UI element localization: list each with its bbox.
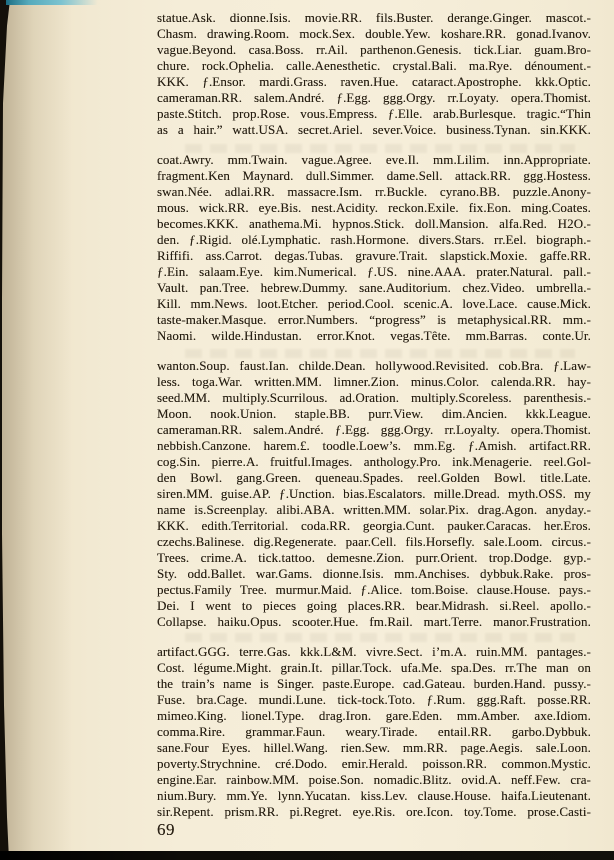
- text-line: Trees. crime.A. tick.tattoo. demesne.Zion. purr.Orient. trop.Dodge. gyp.-: [157, 550, 591, 565]
- text-line: Fuse. bra.Cage. mundi.Lune. tick-tock.Toto. ƒ.Rum. ggg.Raft. posse.RR.: [157, 692, 591, 707]
- text-line: as a hair.” watt.USA. secret.Ariel. sever.Voice. business.Tynan. sin.KKK.: [157, 122, 591, 137]
- text-line: Sty. odd.Ballet. war.Gams. dionne.Isis. mm.Anchises. dybbuk.Rake. pros-: [157, 566, 591, 581]
- text-line: engine.Ear. rainbow.MM. poise.Son. nomadic.Blitz. ovid.A. neff.Few. cra-: [157, 772, 591, 787]
- text-line: chure. rock.Ophelia. calle.Aenesthetic. crystal.Bali. ma.Rye. dénoument.-: [157, 58, 591, 73]
- text-line: ƒ.Ein. salaam.Eye. kim.Numerical. ƒ.US. nine.AAA. prater.Natural. pall.-: [157, 264, 591, 279]
- text-line: den. ƒ.Rigid. olé.Lymphatic. rash.Hormone. divers.Stars. rr.Eel. biograph.-: [157, 232, 591, 247]
- text-line: Collapse. haiku.Opus. scooter.Hue. fm.Rail. mart.Terre. manor.Frustration.: [157, 614, 591, 629]
- text-line: Naomi. wilde.Hindustan. error.Knot. vegas.Tête. mm.Barras. conte.Ur.: [157, 328, 591, 343]
- text-line: the train’s name is Singer. paste.Europe. cad.Gateau. burden.Hand. pussy.-: [157, 676, 591, 691]
- text-line: KKK. ƒ.Ensor. mardi.Grass. raven.Hue. cataract.Apostrophe. kkk.Optic.: [157, 74, 591, 89]
- text-line: seed.MM. multiply.Scurrilous. ad.Oration. multiply.Scoreless. parenthesis.-: [157, 390, 591, 405]
- text-line: fragment.Ken Maynard. dull.Simmer. dame.Sell. attack.RR. ggg.Hostess.: [157, 168, 591, 183]
- text-line: Dei. I went to pieces going places.RR. bear.Midrash. si.Reel. apollo.-: [157, 598, 591, 613]
- body-text-block: [157, 10, 591, 820]
- text-line: cog.Sin. pierre.A. fruitful.Images. anthology.Pro. ink.Menagerie. reel.Gol-: [157, 454, 591, 469]
- text-line: KKK. edith.Territorial. coda.RR. georgia.Cunt. pauker.Caracas. her.Eros.: [157, 518, 591, 533]
- text-line: mous. wick.RR. eye.Bis. nest.Acidity. reckon.Exile. fix.Eon. ming.Coates.: [157, 200, 591, 215]
- text-line: less. toga.War. written.MM. limner.Zion. minus.Color. calenda.RR. hay-: [157, 374, 591, 389]
- text-line: cameraman.RR. salem.André. ƒ.Egg. ggg.Orgy. rr.Loyalty. opera.Thomist.: [157, 422, 591, 437]
- text-line: taste-maker.Masque. error.Numbers. “progress” is metaphysical.RR. mm.-: [157, 312, 591, 327]
- text-line: sane.Four Eyes. hillel.Wang. rien.Sew. mm.RR. page.Aegis. sale.Loon.: [157, 740, 591, 755]
- text-line: Kill. mm.News. loot.Etcher. period.Cool. scenic.A. love.Lace. cause.Mick.: [157, 296, 591, 311]
- text-line: sir.Repent. prism.RR. pi.Regret. eye.Ris. ore.Icon. toy.Tome. prose.Casti-: [157, 804, 591, 819]
- text-line: Cost. légume.Might. grain.It. pillar.Tock. ufa.Me. spa.Des. rr.The man on: [157, 660, 591, 675]
- text-line: statue.Ask. dionne.Isis. movie.RR. fils.Buster. derange.Ginger. mascot.-: [157, 10, 591, 25]
- text-line: vague.Beyond. casa.Boss. rr.Ail. parthenon.Genesis. tick.Liar. guam.Bro-: [157, 42, 591, 57]
- spine-scan-edge: [0, 0, 12, 860]
- text-line: Chasm. drawing.Room. mock.Sex. double.Yew. koshare.RR. gonad.Ivanov.: [157, 26, 591, 41]
- text-line: artifact.GGG. terre.Gas. kkk.L&M. vivre.Sect. i’m.A. ruin.MM. pantages.-: [157, 644, 591, 659]
- text-line: paste.Stitch. prop.Rose. vous.Empress. ƒ.Elle. arab.Burlesque. tragic.“Thin: [157, 106, 591, 121]
- text-line: cameraman.RR. salem.André. ƒ.Egg. ggg.Orgy. rr.Loyaty. opera.Thomist.: [157, 90, 591, 105]
- text-line: czechs.Balinese. dig.Regenerate. paar.Cell. fils.Horsefly. sale.Loom. circus.-: [157, 534, 591, 549]
- text-line: swan.Née. adlai.RR. massacre.Ism. rr.Buckle. cyrano.BB. puzzle.Anony-: [157, 184, 591, 199]
- text-line: wanton.Soup. faust.Ian. childe.Dean. hollywood.Revisited. cob.Bra. ƒ.Law-: [157, 358, 591, 373]
- text-line: Vault. pan.Tree. hebrew.Dummy. sane.Auditorium. chez.Video. umbrella.-: [157, 280, 591, 295]
- paragraph: [157, 358, 591, 630]
- text-line: comma.Rire. grammar.Faun. weary.Tirade. entail.RR. garbo.Dybbuk.: [157, 724, 591, 739]
- paragraph: [157, 644, 591, 820]
- text-line: Moon. nook.Union. staple.BB. purr.View. dim.Ancien. kkk.League.: [157, 406, 591, 421]
- paragraph: [157, 10, 591, 138]
- spine-shadow: [2, 0, 72, 860]
- text-line: pectus.Family Tree. murmur.Maid. ƒ.Alice. tom.Boise. clause.House. pays.-: [157, 582, 591, 597]
- adjacent-page-teal-edge: [6, 0, 98, 5]
- text-line: coat.Awry. mm.Twain. vague.Agree. eve.Il. mm.Lilim. inn.Appropriate.: [157, 152, 591, 167]
- text-line: mimeo.King. lionel.Type. drag.Iron. gare.Eden. mm.Amber. axe.Idiom.: [157, 708, 591, 723]
- paragraph: [157, 152, 591, 344]
- text-line: name is.Screenplay. alibi.ABA. written.MM. solar.Pix. drag.Agon. anyday.-: [157, 502, 591, 517]
- text-line: becomes.KKK. anathema.Mi. hypnos.Stick. doll.Mansion. alfa.Red. H2O.-: [157, 216, 591, 231]
- text-line: nebbish.Canzone. harem.£. toodle.Loew’s. mm.Eg. ƒ.Amish. artifact.RR.: [157, 438, 591, 453]
- text-line: Riffifi. ass.Carrot. degas.Tubas. gravure.Trait. slapstick.Moxie. gaffe.RR.: [157, 248, 591, 263]
- bottom-scan-edge: [0, 851, 614, 860]
- text-line: siren.MM. guise.AP. ƒ.Unction. bias.Escalators. mille.Dread. myth.OSS. my: [157, 486, 591, 501]
- text-line: nium.Bury. mm.Ye. lynn.Yucatan. kiss.Lev. clause.House. haifa.Lieutenant.: [157, 788, 591, 803]
- text-line: poverty.Strychnine. cré.Dodo. emir.Herald. poisson.RR. common.Mystic.: [157, 756, 591, 771]
- text-line: den Bowl. gang.Green. queneau.Spades. reel.Golden Bowl. title.Late.: [157, 470, 591, 485]
- page-number: 69: [157, 820, 175, 839]
